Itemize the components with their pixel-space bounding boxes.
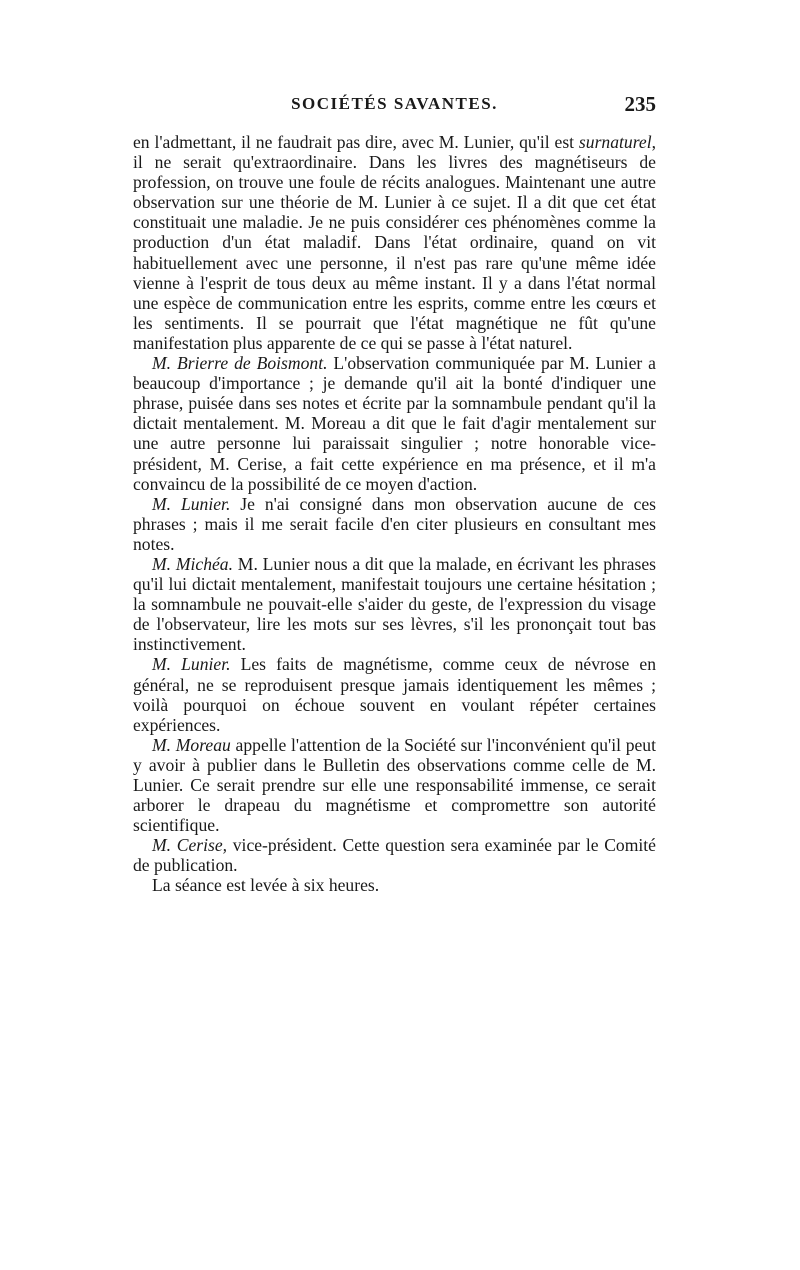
speaker-name: M. Moreau xyxy=(152,734,231,755)
paragraph xyxy=(133,735,656,835)
paragraph-text: Je n'ai consigné dans mon observation aucune de ces phrases ; mais il me serait facile d'en citer plusieurs en consultant mes notes. xyxy=(133,493,657,554)
paragraph xyxy=(133,654,656,734)
emphasized-word: surnaturel xyxy=(578,132,652,152)
paragraph-text: appelle l'attention de la Société sur l'inconvénient qu'il peut y avoir à publier dans le Bulletin des observations comme celle de M. Lunier. Ce serait prendre sur elle une responsabilité immense, ce serait arborer le drapeau du magnétisme et compromettre son autorité scientifique. xyxy=(133,734,656,836)
running-head: SOCIÉTÉS SAVANTES. xyxy=(291,94,498,113)
paragraph-continuation xyxy=(133,132,656,353)
speaker-name: M. Brierre de Boismont. xyxy=(152,353,328,374)
paragraph-text: , il ne serait qu'extraordinaire. Dans les livres des magnétiseurs de profession, on trouve une foule de récits analogues. Maintenant une autre observation sur une théorie de M. Lunier à ce sujet. Il a dit que cet état constituait une maladie. Je ne puis considérer ces phénomènes comme la production d'un état maladif. Dans l'état ordinaire, quand on vit habituellement avec une personne, il n'est pas rare qu'une même idée vienne à l'esprit de tous deux au même instant. Il y a dans l'état normal une espèce de communication entre les esprits, comme entre les cœurs et les sentiments. Il se pourrait que l'état magnétique ne fût qu'une manifestation plus apparente de ce qui se passe à l'état naturel. xyxy=(133,132,656,353)
paragraph xyxy=(133,835,656,875)
page-number: 235 xyxy=(624,92,656,116)
speaker-name: M. Michéa. xyxy=(152,553,234,574)
page-header xyxy=(133,94,656,124)
paragraph xyxy=(133,353,656,494)
paragraph-text: Les faits de magnétisme, comme ceux de névrose en général, ne se reproduisent presque jamais identiquement les mêmes ; voilà pourquoi on échoue souvent en voulant répéter certaines expériences. xyxy=(133,654,656,735)
paragraph-text: vice-président. Cette question sera examinée par le Comité de publication. xyxy=(133,835,656,876)
paragraph-text: La séance est levée à six heures. xyxy=(152,875,380,896)
paragraph xyxy=(133,554,656,654)
paragraph xyxy=(133,494,656,554)
closing-line xyxy=(133,875,656,895)
paragraph-text: L'observation communiquée par M. Lunier a beaucoup d'importance ; je demande qu'il ait la bonté d'indiquer une phrase, puisée dans ses notes et écrite par la somnambule pendant qu'il la dictait mentalement. M. Moreau a dit que le fait d'agir mentalement sur une autre personne lui paraissait singulier ; notre honorable vice-président, M. Cerise, a fait cette expérience en ma présence, et il m'a convaincu de la possibilité de ce moyen d'action. xyxy=(133,353,656,494)
speaker-name: M. Lunier. xyxy=(152,493,231,514)
speaker-name: M. Lunier. xyxy=(152,654,231,675)
speaker-name: M. Cerise, xyxy=(152,835,228,856)
paragraph-text: en l'admettant, il ne faudrait pas dire, avec M. Lunier, qu'il est xyxy=(133,132,579,152)
paragraph-text: M. Lunier nous a dit que la malade, en écrivant les phrases qu'il lui dictait mentalement, manifestait toujours une certaine hésitation ; la somnambule ne pouvait-elle s'aider du geste, de l'expression du visage de l'observateur, lire les mots sur ses lèvres, s'il les prononçait tout bas instinctivement. xyxy=(133,553,656,655)
body-text xyxy=(133,132,656,896)
